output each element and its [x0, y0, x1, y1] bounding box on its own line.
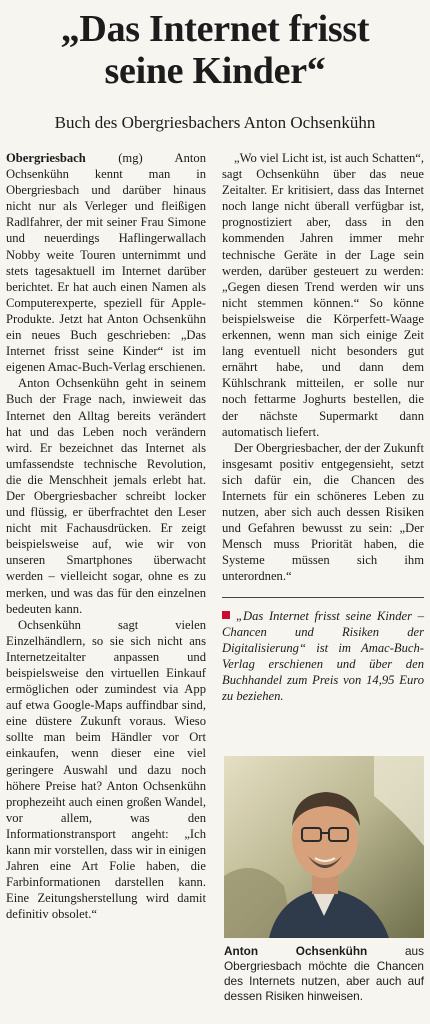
headline-line-2: seine Kinder“ [104, 50, 326, 92]
caption-name: Anton Ochsenkühn [224, 944, 368, 958]
article-column-right [222, 150, 424, 704]
paragraph-1 [6, 150, 206, 375]
paragraph-3: Ochsenkühn sagt vielen Einzelhändlern, so sie sich nicht ans Internetzeitalter anpassen und beispielsweise den virtuellen Einkauf ermöglichen oder zumindest via App auf etwa Google-Maps auffindbar sind, eine düstere Zukunft voraus. Wieso sollte man beim Händler vor Ort einkaufen, wenn dieser eine viel geringere Auswahl und dazu noch höhere Preise hat? Anton Ochsenkühn prophezeiht auch einen großen Wandel, vor allem, was den Informationstransport angeht: „Ich kann mir vorstellen, dass wir in einigen Jahren eine Art Folie haben, die Farbinformationen darstellen kann. Eine Zeitungsherstellung wird damit definitiv obsolet.“ [6, 617, 206, 922]
paragraph-5: Der Obergriesbacher, der der Zukunft insgesamt positiv entgegensieht, setzt sich dafür ein, die Chancen des Internets für ein schöneres Leben zu nutzen, aber sich auch dessen Risiken und Gefahren bewusst zu sein: „Der Mensch muss Priorität haben, die Systeme müssen sich ihm unterordnen.“ [222, 440, 424, 584]
paragraph-2: Anton Ochsenkühn geht in seinem Buch der Frage nach, inwieweit das Internet den Alltag bereits verändert hat und das Leben noch verändern wird. Er bezeichnet das Internet als umfassendste technische Revolution, die die Menschheit jemals erlebt hat. Der Obergriesbacher schreibt locker und flüssig, er überfrachtet den Leser nicht mit Fachausdrücken. Er zeigt beispielsweise auf, wie wir von unseren Smartphones überwacht werden – vielleicht sogar, ohne es zu merken, und was das für den einzelnen bedeuten kann. [6, 376, 206, 616]
headline [0, 8, 430, 92]
subheadline: Buch des Obergriesbachers Anton Ochsenkühn [54, 113, 376, 132]
book-info-body: „Das Internet frisst seine Kinder – Chancen und Risiken der Digitalisierung“ ist im Amac-Buch-Verlag erschienen und über den Buchhandel zum Preis von 14,95 Euro zu beziehen. [222, 608, 424, 703]
paragraph-1-text: (mg) Anton Ochsenkühn kennt man in Obergriesbach und darüber hinaus nicht nur als Verleger und fleißigen Radlfahrer, der mit seiner Frau Simone und neuerdings Haflingerwallach Nobby weite Touren unternimmt und stets tagesaktuell im Internet darüber berichtet. Er hat auch einen Namen als Computerexperte, speziell für Apple-Produkte. Jetzt hat Anton Ochsenkühn ein neues Buch geschrieben: „Das Internet frisst seine Kinder“ ist im eigenen Amac-Buch-Verlag erschienen. [6, 151, 206, 375]
headline-line-1: „Das Internet frisst [60, 8, 370, 50]
article-column-left [6, 150, 206, 923]
book-info-box [222, 597, 424, 705]
caption-text: aus Obergriesbach möchte die Chancen des Internets nutzen, aber auch auf dessen Risiken hinweisen. [224, 944, 424, 1003]
portrait-photo [224, 756, 424, 938]
book-info-text [222, 608, 424, 705]
paragraph-4: „Wo viel Licht ist, ist auch Schatten“, sagt Ochsenkühn über das neue Zeitalter. Er kritisiert, dass das Internet noch lange nicht überall verfügbar ist, prognostiziert aber, dass in den kommenden Jahren immer mehr technische Geräte in der Lage sein werden, darüber gesteuert zu werden: „Gegen diesen Trend werden wir uns nicht stemmen können.“ So könne beispielsweise die Körperfett-Waage erkennen, wenn man sich einige Zeit lang eventuell nicht besonders gut ernährt habe, und dann dem Kühlschrank mitteilen, er solle nur noch fettarme Joghurts bestellen, die der nächste Supermarkt dann automatisch liefert. [222, 151, 424, 439]
dateline-place: Obergriesbach [6, 151, 86, 165]
portrait-illustration [224, 756, 424, 938]
red-square-icon [222, 611, 230, 619]
photo-caption [224, 944, 424, 1004]
